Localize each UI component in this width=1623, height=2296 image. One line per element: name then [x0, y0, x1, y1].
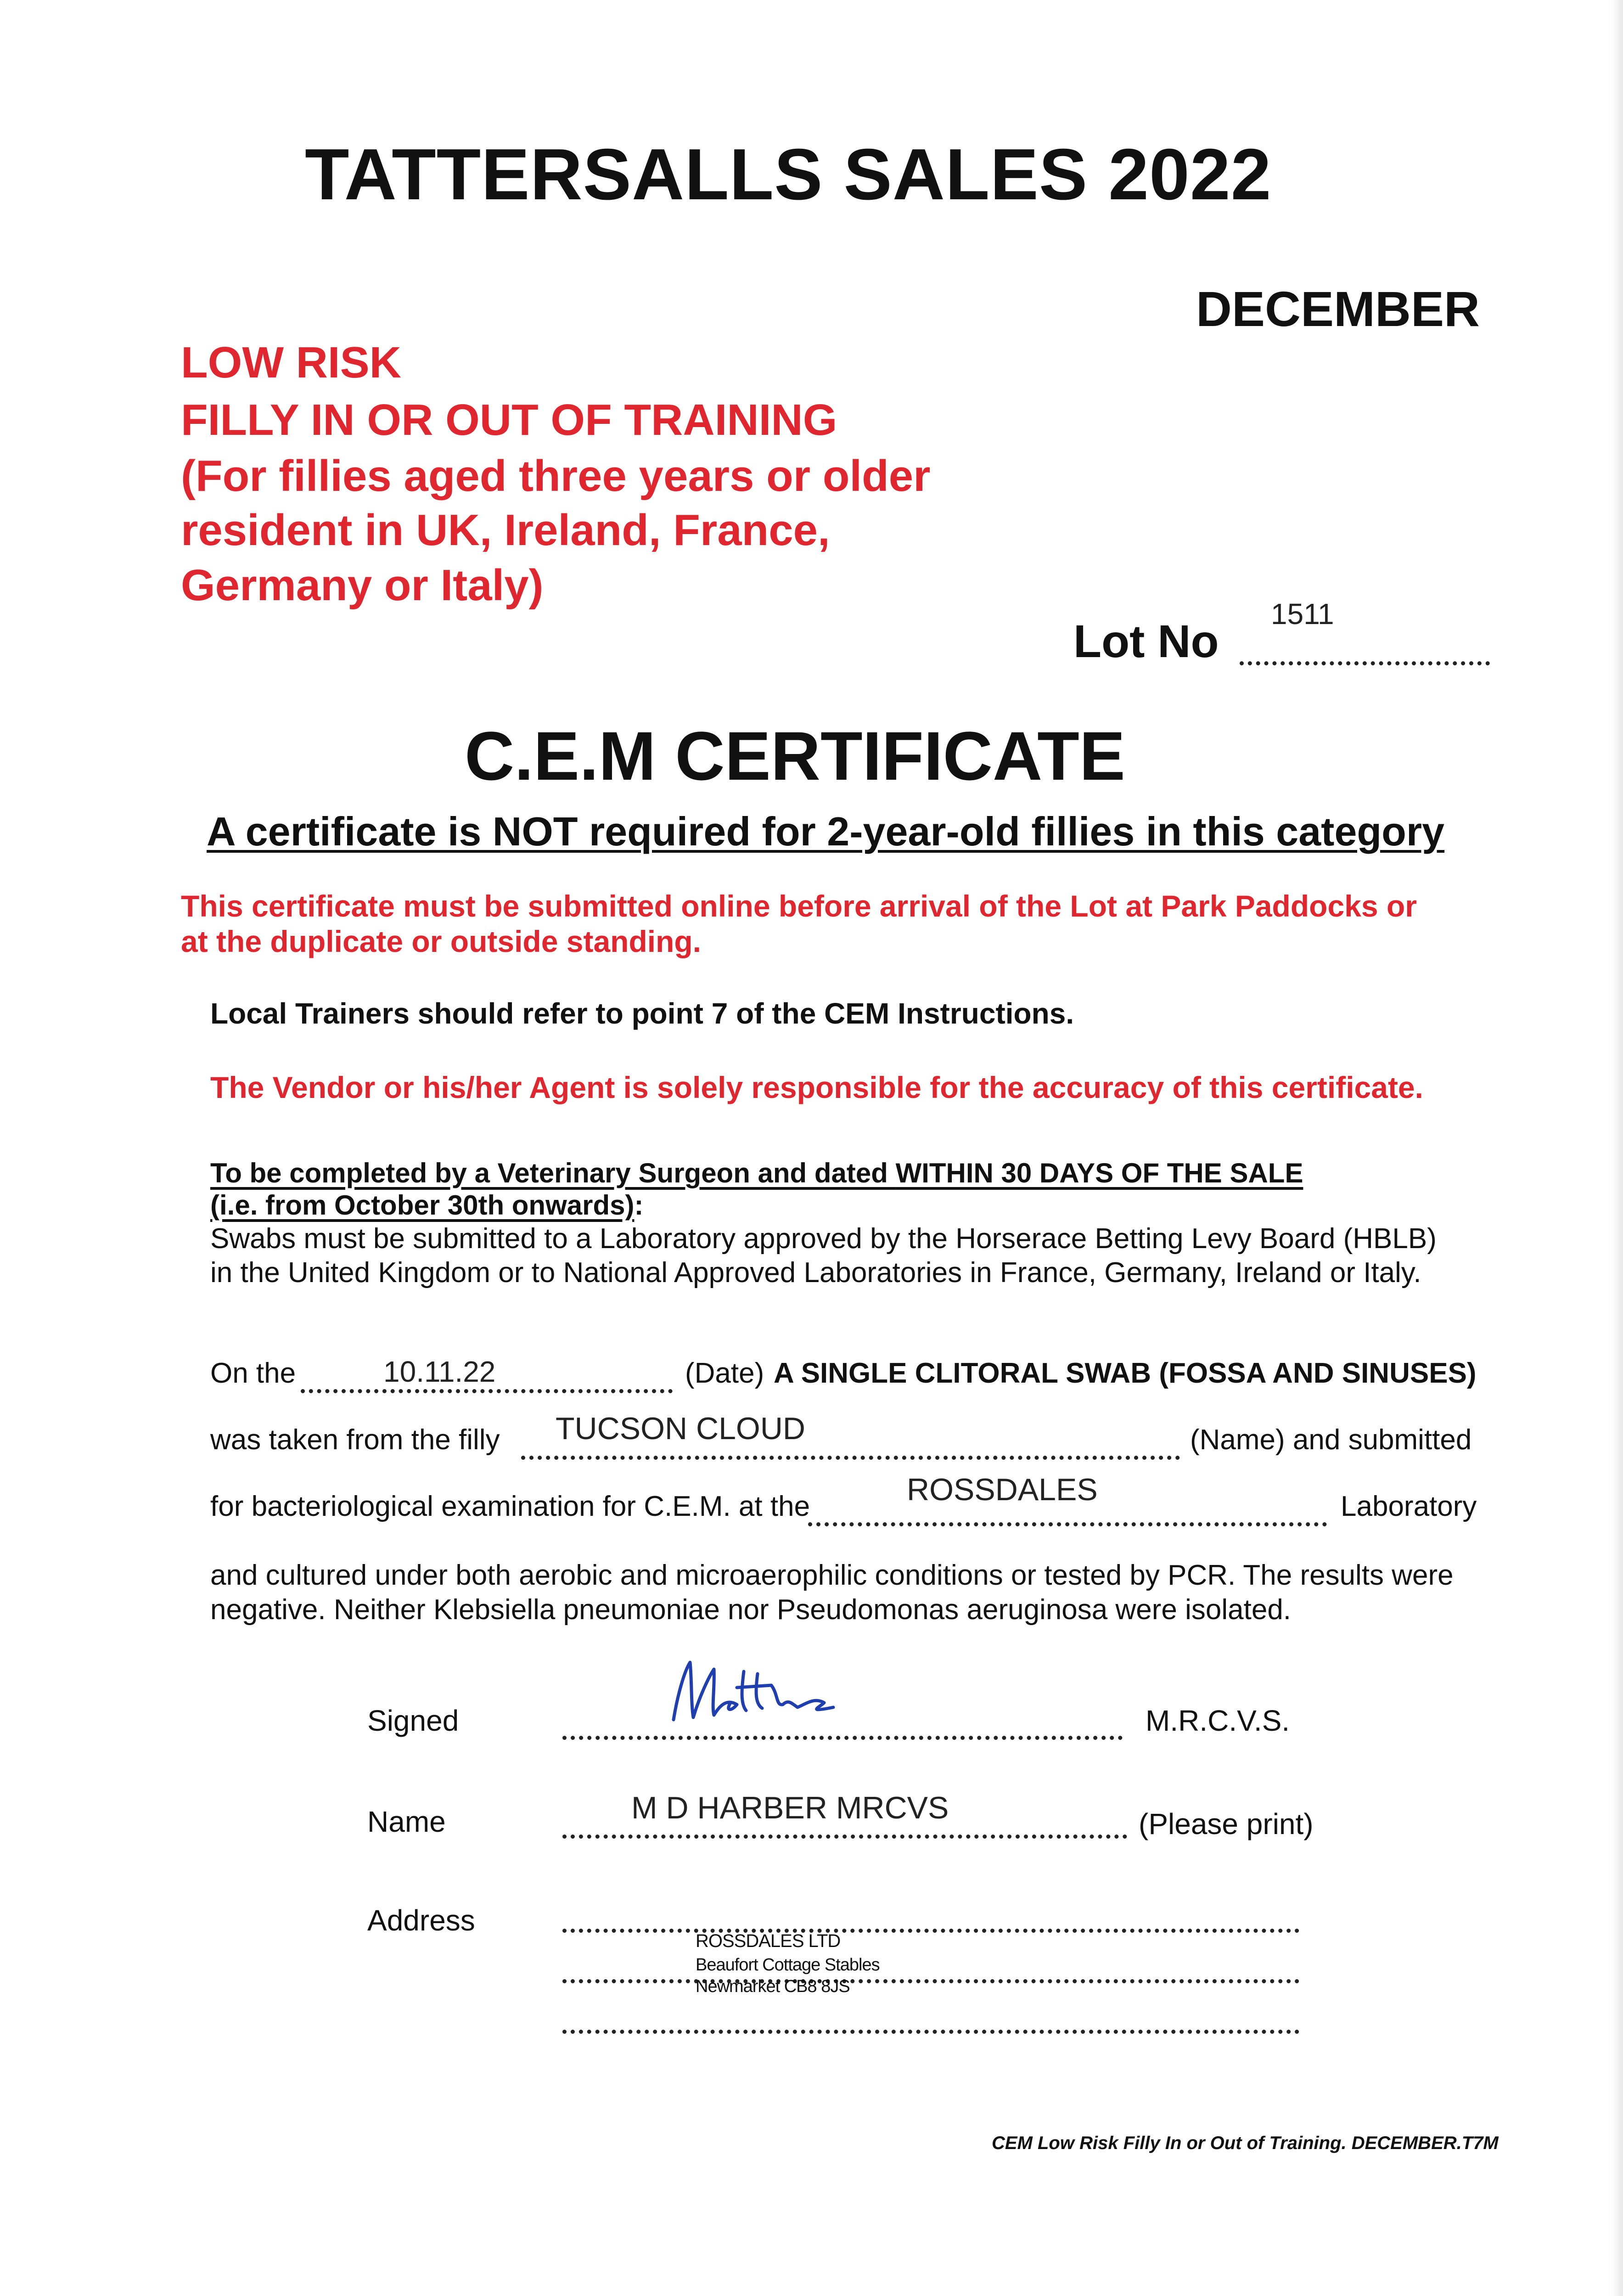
- filly-name-line: [521, 1456, 1180, 1460]
- exam-label: for bacteriological examination for C.E.M. at the: [210, 1491, 810, 1522]
- lot-number-label: Lot No: [1073, 616, 1219, 667]
- filly-name-value: TUCSON CLOUD: [556, 1411, 806, 1446]
- category-line-4: resident in UK, Ireland, France,: [181, 506, 830, 555]
- instructions-body-1: Swabs must be submitted to a Laboratory approved by the Horserace Betting Levy Board (HBLB): [210, 1223, 1437, 1255]
- stamp-line-1: ROSSDALES LTD: [696, 1931, 841, 1951]
- date-label: (Date): [685, 1357, 764, 1389]
- on-the-label: On the: [210, 1357, 296, 1389]
- footer-code: CEM Low Risk Filly In or Out of Training. DECEMBER.T7M: [992, 2133, 1499, 2153]
- signed-label: Signed: [367, 1704, 459, 1737]
- mrcvs-label: M.R.C.V.S.: [1146, 1704, 1290, 1737]
- laboratory-value: ROSSDALES: [907, 1472, 1098, 1507]
- lot-number-value: 1511: [1271, 597, 1334, 630]
- please-print-label: (Please print): [1139, 1807, 1314, 1840]
- swab-description: A SINGLE CLITORAL SWAB (FOSSA AND SINUSES): [774, 1357, 1477, 1389]
- filly-name-label: (Name) and submitted: [1190, 1424, 1472, 1456]
- sale-month: DECEMBER: [1196, 281, 1480, 337]
- category-line-1: LOW RISK: [181, 338, 401, 387]
- instructions-heading-2-colon: :: [634, 1190, 644, 1221]
- taken-from-label: was taken from the filly: [210, 1424, 500, 1456]
- results-line-1: and cultured under both aerobic and microaerophilic conditions or tested by PCR. The results were: [210, 1559, 1454, 1591]
- laboratory-line: [808, 1522, 1327, 1526]
- instructions-body-2: in the United Kingdom or to National Approved Laboratories in France, Germany, Ireland or Italy.: [210, 1257, 1421, 1289]
- signature-line: [562, 1736, 1123, 1740]
- certificate-title: C.E.M CERTIFICATE: [465, 717, 1125, 794]
- address-label: Address: [367, 1904, 475, 1937]
- laboratory-label: Laboratory: [1341, 1491, 1477, 1522]
- category-line-2: FILLY IN OR OUT OF TRAINING: [181, 395, 837, 445]
- name-line: [562, 1835, 1127, 1839]
- address-line-2: [562, 1979, 1299, 1983]
- stamp-line-3: Newmarket CB8 8JS: [696, 1977, 850, 1996]
- lot-number-line: [1240, 661, 1490, 665]
- name-label: Name: [367, 1805, 446, 1838]
- signature-scribble: [668, 1653, 842, 1731]
- vet-name-value: M D HARBER MRCVS: [631, 1790, 949, 1825]
- instructions-heading-1: [210, 1157, 1303, 1189]
- stamp-line-2: Beaufort Cottage Stables: [696, 1955, 880, 1975]
- instructions-heading-2: [210, 1189, 643, 1221]
- page-edge-shadow: [1611, 0, 1623, 2296]
- signature: [668, 1653, 842, 1731]
- address-line-1: [562, 1929, 1299, 1933]
- results-line-2: negative. Neither Klebsiella pneumoniae nor Pseudomonas aeruginosa were isolated.: [210, 1594, 1292, 1626]
- address-line-3: [562, 2030, 1299, 2034]
- instructions-heading-1b: WITHIN 30 DAYS OF THE SALE: [895, 1158, 1303, 1188]
- trainers-note: Local Trainers should refer to point 7 of the CEM Instructions.: [210, 997, 1074, 1030]
- submit-notice-line-1: This certificate must be submitted online before arrival of the Lot at Park Paddocks or: [181, 889, 1417, 923]
- vendor-note: The Vendor or his/her Agent is solely responsible for the accuracy of this certificate.: [210, 1070, 1423, 1104]
- date-value: 10.11.22: [383, 1355, 496, 1388]
- instructions-heading-2-text: (i.e. from October 30th onwards): [210, 1190, 635, 1221]
- instructions-heading-1a: To be completed by a Veterinary Surgeon and dated: [210, 1158, 896, 1188]
- category-line-3: (For fillies aged three years or older: [181, 451, 931, 501]
- not-required-notice: A certificate is NOT required for 2-year-old fillies in this category: [207, 809, 1445, 854]
- page-title: TATTERSALLS SALES 2022: [305, 134, 1272, 215]
- date-line: [301, 1389, 673, 1393]
- submit-notice-line-2: at the duplicate or outside standing.: [181, 924, 702, 958]
- category-line-5: Germany or Italy): [181, 561, 544, 610]
